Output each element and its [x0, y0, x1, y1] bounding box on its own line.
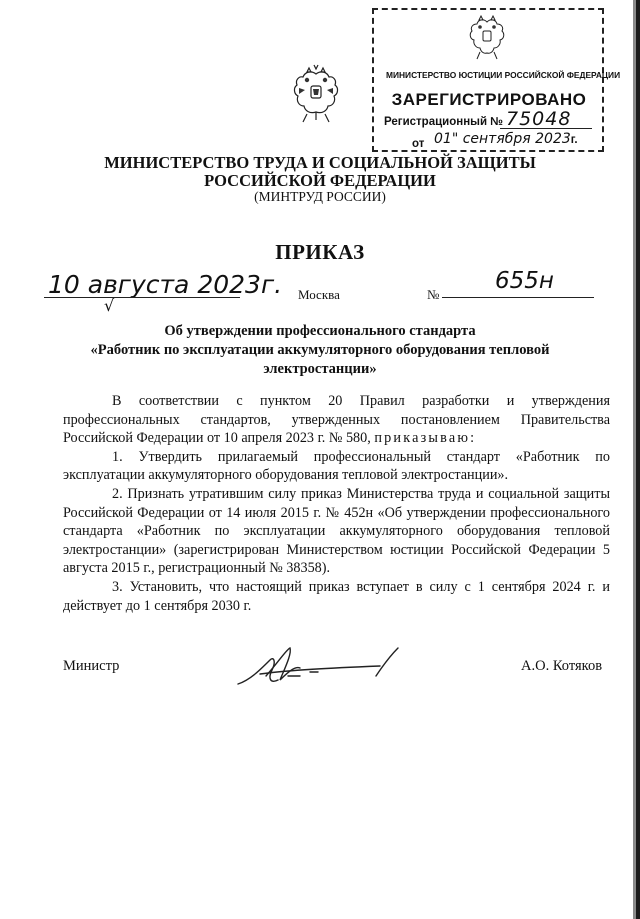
- intro-text: В соответствии с пунктом 20 Правил разработки и утверждения профессиональных стандартов, утвержденных постановлением Правительства Российской Федерации от 10 апреля 2023 г. № 580,: [63, 393, 610, 447]
- russian-double-headed-eagle-emblem-icon: [289, 64, 343, 124]
- handwritten-signature-icon: [230, 640, 420, 696]
- number-underline: [442, 297, 594, 298]
- document-body: [63, 392, 610, 615]
- stamp-date-prefix: от: [412, 138, 425, 150]
- title-line3: электростанции»: [263, 361, 377, 377]
- stamp-agency: МИНИСТЕРСТВО ЮСТИЦИИ РОССИЙСКОЙ ФЕДЕРАЦИИ: [386, 70, 621, 80]
- stamp-emblem-icon: [467, 14, 507, 60]
- document-type: ПРИКАЗ: [275, 240, 365, 264]
- registration-stamp: [372, 8, 621, 152]
- title-line1: Об утверждении профессионального стандарта: [164, 323, 476, 339]
- stamp-status: ЗАРЕГИСТРИРОВАНО: [391, 90, 587, 109]
- signatory-name: А.О. Котяков: [521, 658, 603, 674]
- document-title: [60, 322, 580, 379]
- title-line2: «Работник по эксплуатации аккумуляторного оборудования тепловой: [90, 342, 550, 358]
- scan-edge: [636, 0, 640, 919]
- order-word: приказываю:: [374, 430, 477, 447]
- order-number: 655н: [495, 268, 554, 294]
- number-sign: №: [427, 287, 440, 302]
- body-intro: [63, 392, 610, 448]
- order-date: 10 августа 2023г.: [48, 270, 283, 299]
- date-mark: √: [104, 296, 115, 315]
- stamp-reg-underline: [500, 128, 592, 129]
- ministry-name-line2: РОССИЙСКОЙ ФЕДЕРАЦИИ: [204, 171, 436, 190]
- signatory-position: Министр: [63, 658, 120, 674]
- stamp-date-suffix: г.: [570, 134, 578, 146]
- date-underline: [44, 297, 240, 298]
- stamp-date-handwritten: 01" сентября 2023: [434, 131, 571, 147]
- order-city: Москва: [298, 287, 340, 302]
- stamp-reg-number: 75048: [506, 108, 572, 130]
- stamp-date-value: [434, 131, 578, 147]
- body-item-1: 1. Утвердить прилагаемый профессиональный стандарт «Работник по эксплуатации аккумуляторного оборудования тепловой электростанции».: [63, 448, 610, 484]
- ministry-short-name: (МИНТРУД РОССИИ): [254, 189, 386, 204]
- body-item-2: 2. Признать утратившим силу приказ Министерства труда и социальной защиты Российской Федерации от 14 июля 2015 г. № 452н «Об утверждении профессионального стандарта «Работник по эксплуатации аккумуляторного оборудования тепловой электростанции» (зарегистрирован Министерством юстиции Российской Федерации 5 августа 2015 г., регистрационный № 38358).: [63, 485, 610, 577]
- body-item-3: 3. Установить, что настоящий приказ вступает в силу с 1 сентября 2024 г. и действует до 1 сентября 2030 г.: [63, 578, 610, 614]
- stamp-reg-label: Регистрационный №: [384, 116, 504, 128]
- ministry-name-line1: МИНИСТЕРСТВО ТРУДА И СОЦИАЛЬНОЙ ЗАЩИТЫ: [104, 153, 536, 172]
